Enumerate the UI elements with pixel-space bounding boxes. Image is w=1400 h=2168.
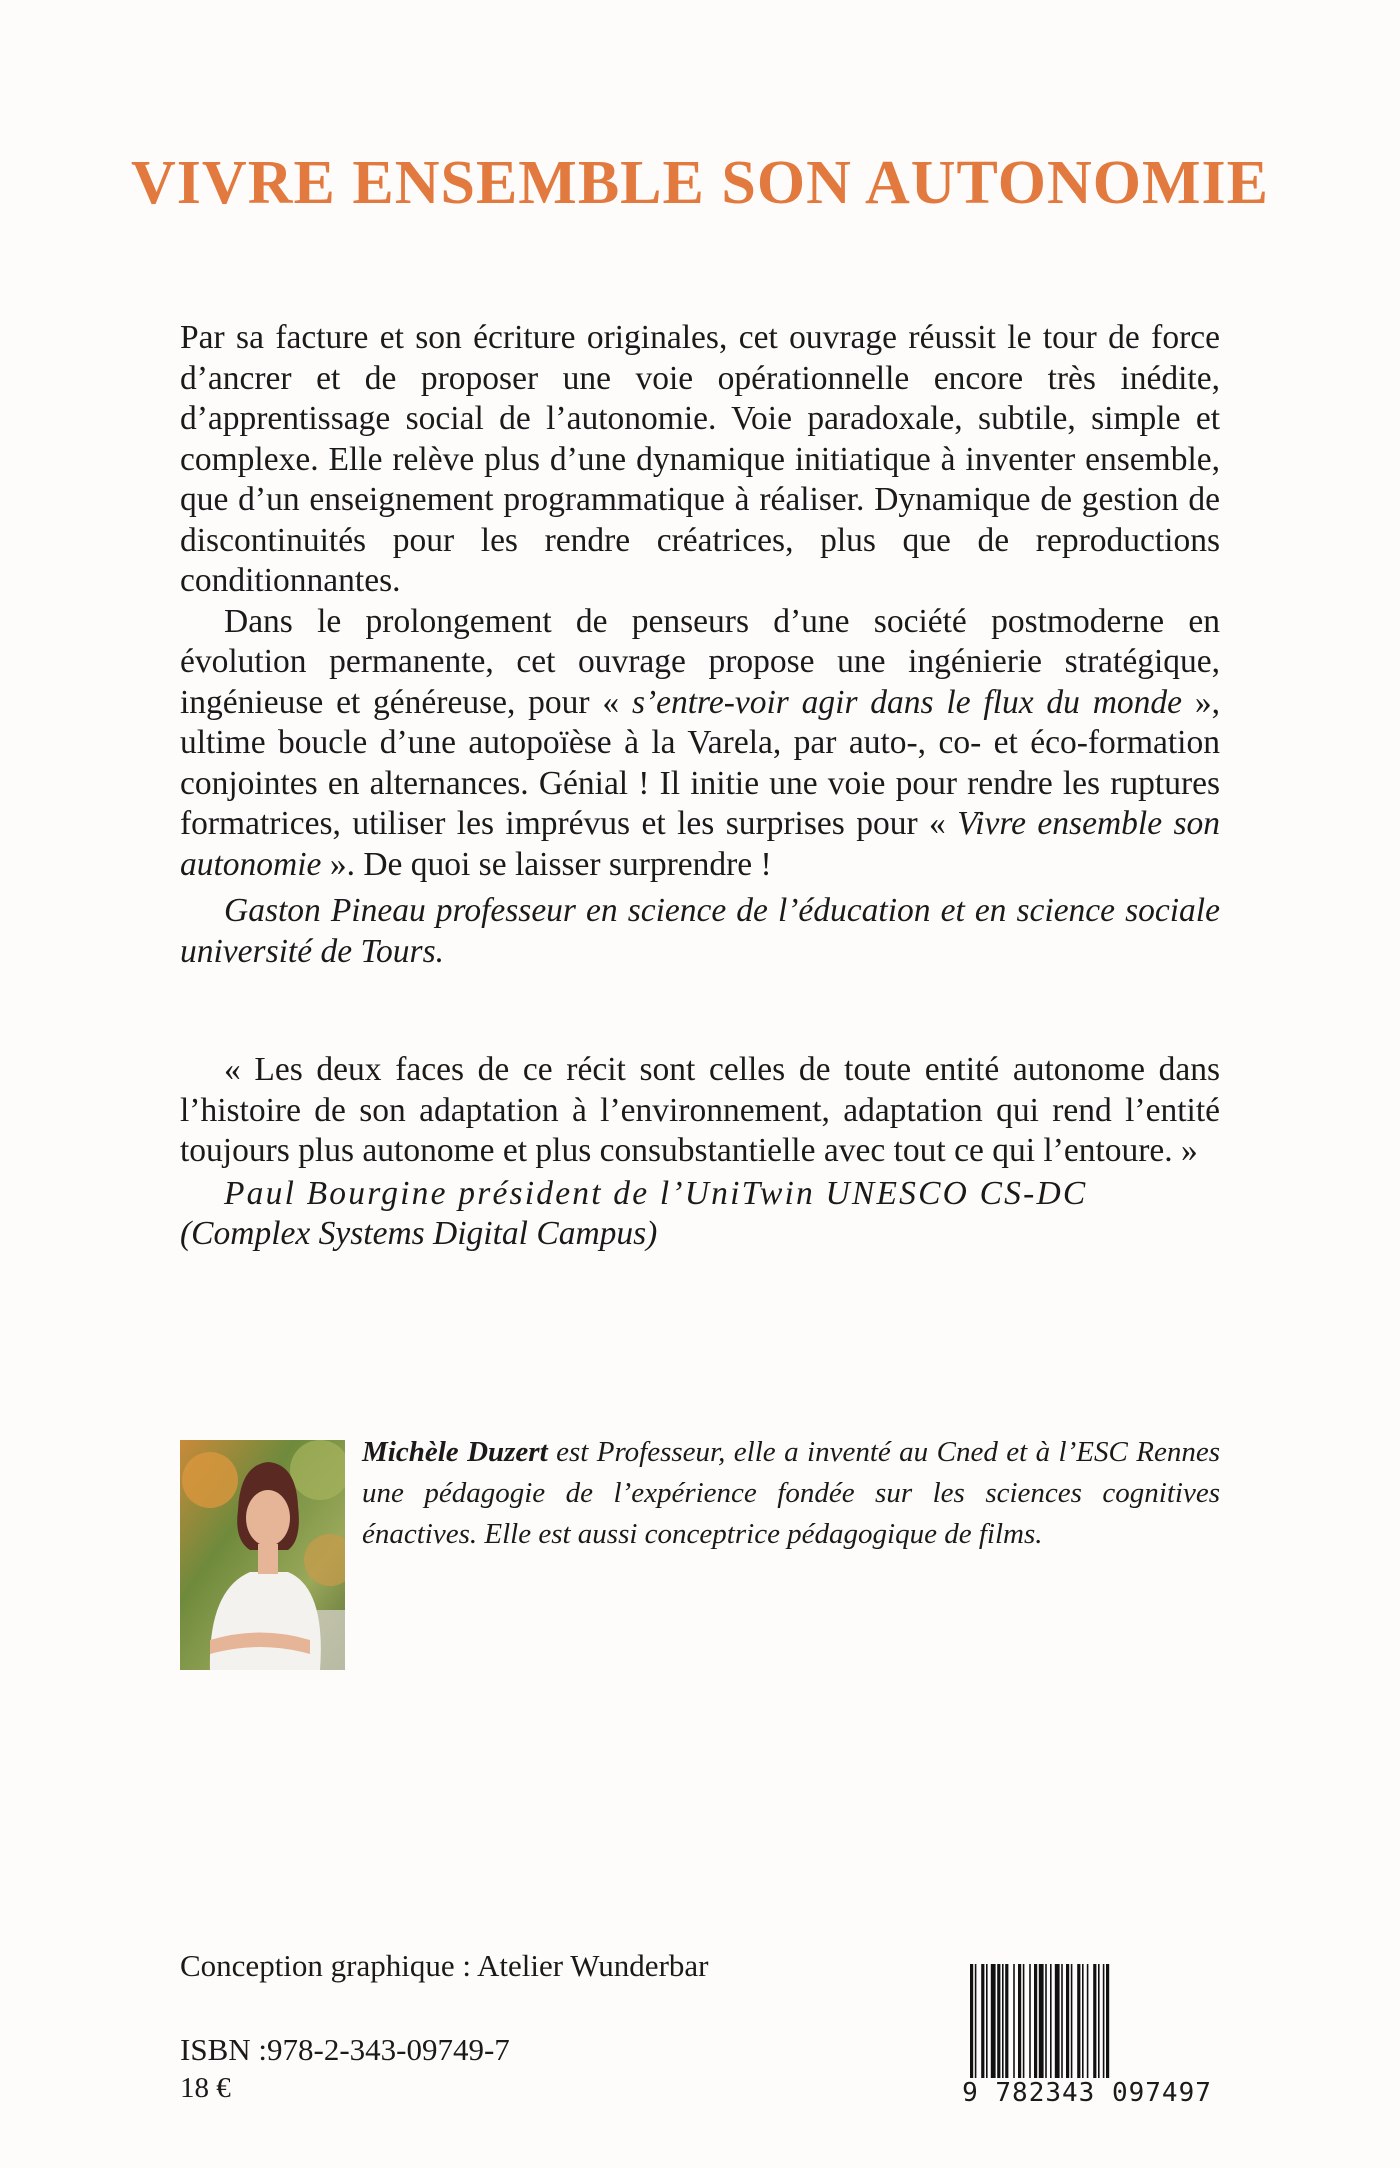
book-title: VIVRE ENSEMBLE SON AUTONOMIE (131, 149, 1269, 217)
review-1-signature: Gaston Pineau professeur en science de l’éducation et en science sociale université de Tours. (180, 892, 1220, 970)
review-paragraph-1-text: Par sa facture et son écriture originales, cet ouvrage réussit le tour de force d’ancrer et de proposer une voie opérationnelle encore très inédite, d’apprentissage social de l’autonomie. Voie paradoxale, subtile, simple et complexe. Elle relève plus d’une dynamique initiatique à inventer ensemble, que d’un enseignement programmatique à réaliser. Dynamique de gestion de discontinuités pour les rendre créatrices, plus que de reproductions conditionnantes. (180, 319, 1220, 599)
review-paragraph-2-italic-phrase: s’entre-voir agir dans le flux du monde (631, 683, 1183, 721)
review-2-signature-line-2: (Complex Systems Digital Campus) (180, 1215, 658, 1252)
isbn: ISBN :978-2-343-09749-7 (180, 2032, 510, 2067)
review-paragraph-2-text-b: », ultime boucle d’une autopoïèse à la Varela, par auto-, co- et éco-formation conjointes en alternances. Génial ! Il initie une voie pour rendre les ruptures formatrices, utiliser les imprévus et les surprises pour « (180, 683, 1220, 842)
review-paragraph-2 (180, 602, 1220, 886)
author-bio-text: est Professeur, elle a inventé au Cned et à l’ESC Rennes une pédagogie de l’expérience fondée sur les sciences cognitives énactives. Elle est aussi conceptrice pédagogique de films. (362, 1436, 1221, 1550)
price: 18 € (180, 2072, 231, 2104)
review-2-signature-line-1: Paul Bourgine président de l’UniTwin UNESCO CS-DC (224, 1174, 1088, 1212)
review-2-quote: « Les deux faces de ce récit sont celles de toute entité autonome dans l’histoire de son adaptation à l’environnement, adaptation qui rend l’entité toujours plus autonome et plus consubstantielle avec tout ce qui l’entoure. » (180, 1051, 1220, 1169)
review-paragraph-2-text-a: Dans le prolongement de penseurs d’une société postmoderne en évolution permanente, cet ouvrage propose une ingénierie stratégique, ingénieuse et généreuse, pour « (180, 602, 1220, 721)
review-paragraph-2-italic-title: Vivre ensemble son autonomie (180, 805, 1221, 883)
review-gaston-pineau (180, 318, 1220, 972)
barcode-digits: 9 782343 097497 (962, 2078, 1212, 2108)
graphic-design-credit: Conception graphique : Atelier Wunderbar (180, 1948, 709, 1983)
author-photo (180, 1440, 345, 1670)
review-paul-bourgine (180, 1050, 1220, 1255)
review-paragraph-2-text-c: ». De quoi se laisser surprendre ! (321, 845, 772, 883)
author-bio (362, 1432, 1220, 1555)
review-paragraph-1 (180, 318, 1220, 602)
author-name: Michèle Duzert (362, 1436, 548, 1468)
